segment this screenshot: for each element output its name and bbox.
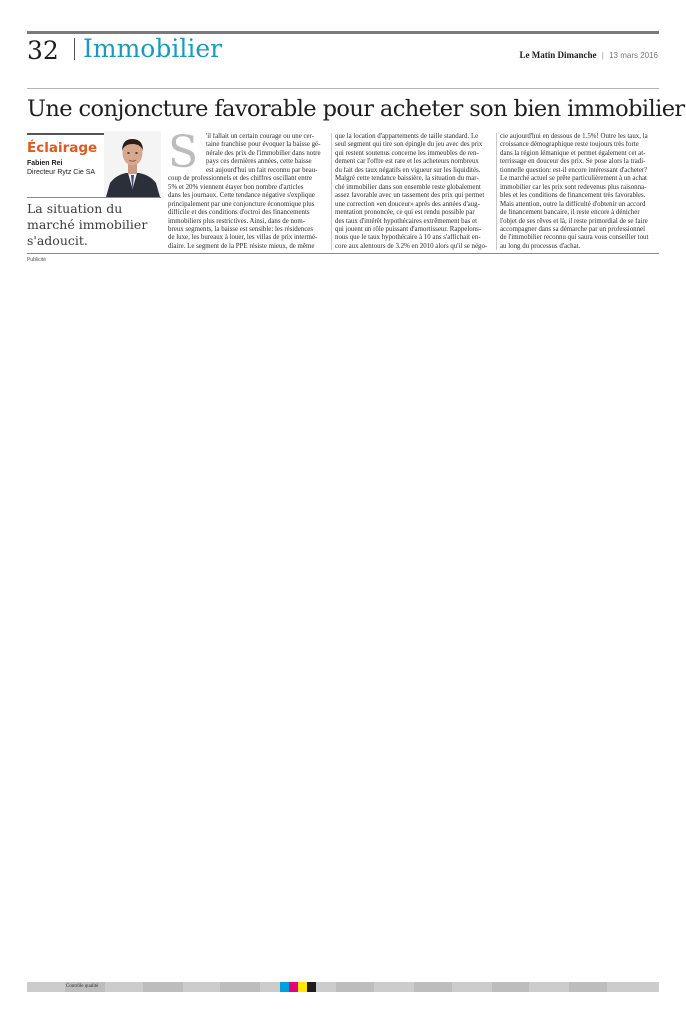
article-line: 5% et 20% viennent étayer bon nombre d'articles (168, 183, 304, 191)
sidebar-rule-lower (27, 197, 161, 198)
article-line: dans la région lémanique et permet également cet at- (500, 149, 646, 157)
article-line: cie aujourd'hui en dessous de 1.5%! Outre les taux, la (500, 133, 648, 140)
article-line: qui jouent un rôle puissant d'amortisseur. Rappelons- (335, 225, 482, 233)
article-line: bles et les conditions de financement très favorables. (500, 192, 646, 200)
article-line: qui restent soutenus concerne les immeubles de ren- (335, 149, 479, 157)
color-swatch (569, 982, 607, 992)
article-line: au long du processus d'achat. (500, 242, 581, 250)
article-line: croissance démographique reste toujours très forte (500, 141, 639, 149)
article-line: Le marché actuel se prête particulièrement à un achat (500, 175, 647, 183)
article-line: nous que le taux hypothécaire à 10 ans s'affichait en- (335, 234, 481, 242)
article-line: nérale des prix de l'immobilier dans notre (206, 149, 321, 157)
kicker-label: Éclairage (27, 140, 98, 156)
article-line: du fait des taux négatifs en vigueur sur les liquidités. (335, 166, 481, 174)
color-swatch (529, 982, 569, 992)
article-line: coup de professionnels et des chiffres oscillant entre (168, 175, 312, 183)
article-line: pays ces dernières années, cette baisse (206, 158, 312, 166)
color-swatch (105, 982, 143, 992)
color-swatch (374, 982, 414, 992)
article-line: difficile et des conditions d'octroi des financements (168, 209, 310, 217)
article-line: immobilier car les prix sont redevenus plus raisonna- (500, 183, 647, 191)
article-line: une correction «en douceur» après des années d'aug- (335, 200, 480, 208)
color-swatch (607, 982, 659, 992)
color-swatch (289, 982, 298, 992)
author-portrait-image (104, 131, 161, 197)
issue-date: 13 mars 2016 (609, 51, 658, 60)
author-name: Fabien Rei (27, 160, 63, 167)
author-photo (104, 131, 161, 197)
article-column-2 (335, 133, 494, 251)
article-line: tionnelle question: est-il encore intéressant d'acheter? (500, 166, 648, 174)
article-line: que la location d'appartements de taille standard. Le (335, 133, 479, 140)
article-line: seul segment qui tire son épingle du jeu avec des prix (335, 141, 483, 149)
color-swatch (316, 982, 336, 992)
article-line: core aux alentours de 3.2% en 2010 alors qu'il se négo- (335, 242, 488, 250)
article-line: Mais attention, outre la difficulté d'obtenir un accord (500, 200, 646, 208)
newspaper-name: Le Matin Dimanche (519, 50, 597, 60)
column-divider (496, 133, 497, 250)
color-swatch (220, 982, 260, 992)
advertisement-label: Publicité (27, 257, 46, 263)
section-divider (74, 38, 75, 60)
color-swatch (183, 982, 221, 992)
article-line: dement car l'offre est rare et les acheteurs nombreux (335, 158, 479, 166)
article-line: accompagner dans sa démarche par un professionnel (500, 225, 646, 233)
article-line: de l'immobilier reconnu qui saura vous conseiller tout (500, 234, 649, 242)
color-swatch (298, 982, 307, 992)
author-role: Directeur Rytz Cie SA (27, 169, 96, 176)
masthead-separator: | (601, 51, 604, 60)
article-line: breux segments, la baisse est sensible: les résidences (168, 225, 314, 233)
article-line: dans les journaux. Cette tendance négative s'explique (168, 192, 315, 200)
article-line: de luxe, les bureaux à louer, les villas de prix intermé- (168, 234, 318, 242)
color-swatch (414, 982, 452, 992)
column-divider (331, 133, 332, 250)
color-swatch (452, 982, 492, 992)
article-line: ché immobilier dans son ensemble reste globalement (335, 183, 481, 191)
article-line: de financement bancaire, il reste encore à dénicher (500, 209, 640, 217)
article-line: mentation prononcée, ce qui est rendu possible par (335, 209, 475, 217)
article-column-3 (500, 133, 659, 251)
article-bottom-rule (27, 253, 659, 254)
color-swatch (260, 982, 280, 992)
header-rule (27, 88, 659, 89)
article-line: terrissage en douceur des prix. Se pose alors la tradi- (500, 158, 646, 166)
pull-quote: La situation du marché immobilier s'adoucit. (27, 201, 148, 248)
quality-control-label: Contrôle qualité (66, 984, 99, 989)
color-swatch (280, 982, 289, 992)
article-line: assez favorable avec un tassement des prix qui permet (335, 192, 485, 200)
article-line: diaire. Le segment de la PPE résiste mieux, de même (168, 242, 315, 250)
print-color-strip (27, 982, 659, 992)
drop-cap: S (168, 127, 199, 178)
article-line: l'objet de ses rêves et là, il reste primordial de se faire (500, 217, 648, 225)
article-line: 'il fallait un certain courage ou une cer- (206, 133, 315, 140)
color-swatch (307, 982, 316, 992)
article-line: immobiliers plus restrictives. Ainsi, dans de nom- (168, 217, 306, 225)
color-swatch (143, 982, 183, 992)
article-line: est aujourd'hui un fait reconnu par beau- (206, 166, 318, 174)
article-line: Malgré cette tendance baissière, la situation du mar- (335, 175, 479, 183)
article-line: des taux d'intérêt hypothécaires extrêmement bas et (335, 217, 478, 225)
color-swatch (336, 982, 374, 992)
page-number: 32 (27, 36, 59, 65)
section-title: Immobilier (83, 34, 223, 63)
article-headline: Une conjoncture favorable pour acheter son bien immobilier (27, 96, 685, 122)
article-column-1 (168, 127, 327, 251)
article-line: taine franchise pour évoquer la baisse gé- (206, 141, 321, 149)
masthead (520, 50, 658, 60)
article-line: principalement par une conjoncture économique plus (168, 200, 315, 208)
color-swatch (492, 982, 530, 992)
color-swatch (27, 982, 65, 992)
